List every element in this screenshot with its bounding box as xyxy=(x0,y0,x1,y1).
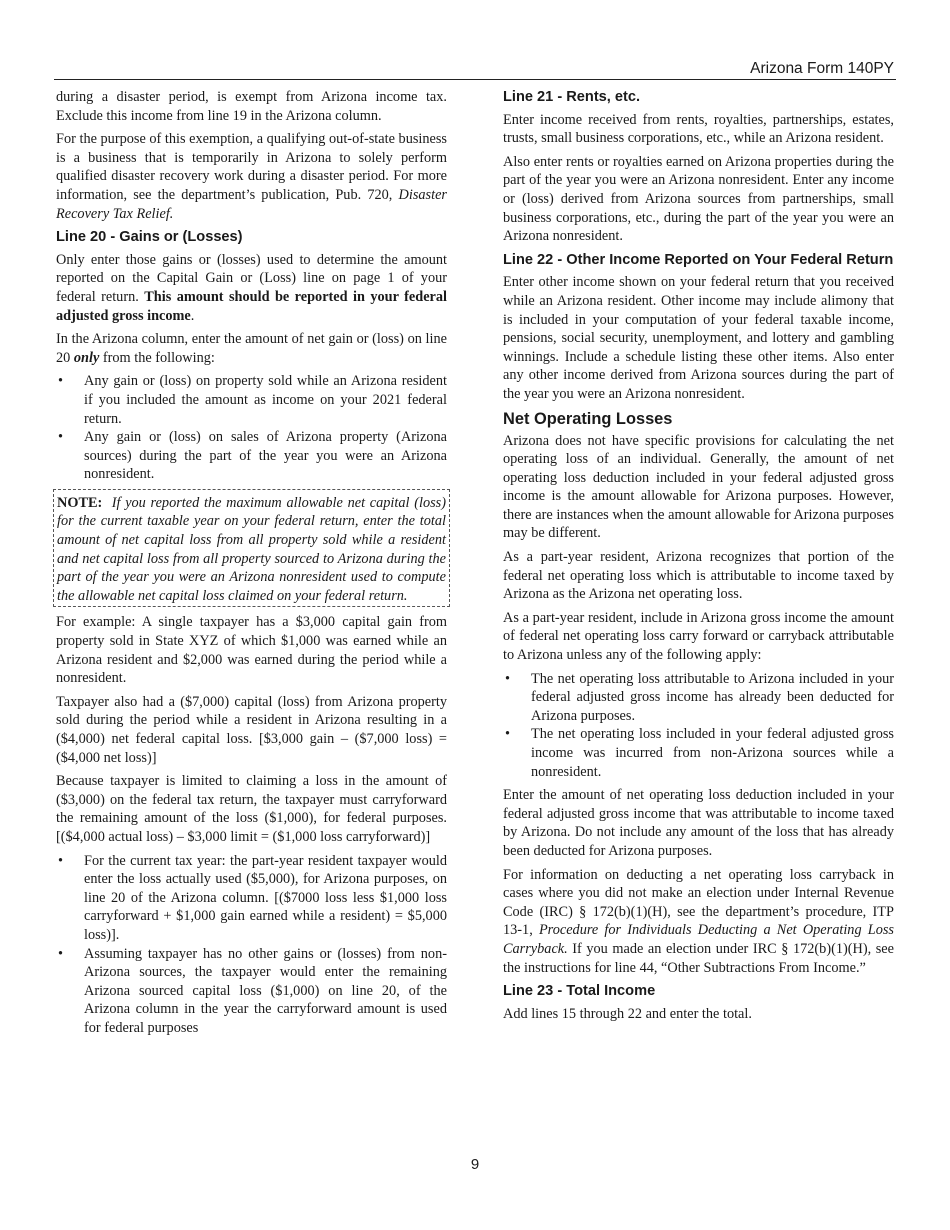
text-run: If you made an election under IRC § 172(b)(1)(H), see the instructions for line 44, “Other Subtractions From Income.” xyxy=(503,940,894,976)
list-item xyxy=(503,725,894,781)
list-item xyxy=(56,852,447,945)
right-column xyxy=(503,88,894,1028)
bullet-list xyxy=(503,670,894,782)
form-title: Arizona Form 140PY xyxy=(750,60,894,77)
procedure-title: Procedure for Individuals Deducting a Net Operating Loss Carryback. xyxy=(503,922,894,957)
bullet-icon: • xyxy=(58,429,64,446)
left-column xyxy=(56,88,447,1043)
bullet-icon: • xyxy=(58,852,64,869)
bullet-icon: • xyxy=(58,945,64,962)
paragraph: Because taxpayer is limited to claiming a loss in the amount of ($3,000) on the federal tax return, the taxpayer must carryforward the remaining amount of the loss ($1,000), for federal purposes. [($4,000 actual loss) – $3,000 limit = ($1,000 loss carryforward)] xyxy=(56,773,447,845)
paragraph: Enter income received from rents, royalties, partnerships, estates, trusts, small business corporations, etc., while an Arizona resident. xyxy=(503,111,894,147)
list-item-text: Assuming taxpayer has no other gains or (losses) from non-Arizona sources, the taxpayer would enter the remaining Arizona sourced capital loss ($1,000) on line 20, of the Arizona column in the year the carryforward amount is used for federal purposes xyxy=(84,945,447,1036)
paragraph xyxy=(56,130,447,223)
list-item xyxy=(56,428,447,484)
note-box xyxy=(53,489,450,608)
bullet-icon: • xyxy=(505,670,511,687)
nol-heading: Net Operating Losses xyxy=(503,409,673,428)
paragraph: As a part-year resident, include in Arizona gross income the amount of federal net operating loss carry forward or carryback attributable to Arizona unless any of the following apply: xyxy=(503,609,894,664)
note-label: NOTE: xyxy=(57,494,103,511)
header-divider xyxy=(54,79,896,80)
text-run: For the purpose of this exemption, a qualifying out-of-state business is a business that is temporarily in Arizona to solely perform qualified disaster recovery work during a disaster period. For more information, see the department’s publication, Pub. 720, xyxy=(56,131,447,203)
line21-heading: Line 21 - Rents, etc. xyxy=(503,89,641,105)
text-run: Only enter those gains or (losses) used to determine the amount reported on the Capital Gain or (Loss) line on page 1 of your federal return. xyxy=(56,251,447,305)
paragraph: Arizona does not have specific provisions for calculating the net operating loss of an individual. Generally, the amount of net operating loss deduction included in your federal adjusted gross income is the amount allowable for Arizona purposes. However, there are instances when the amount allowable for Arizona purposes may be different. xyxy=(503,432,894,542)
line20-heading: Line 20 - Gains or (Losses) xyxy=(56,229,243,246)
bullet-icon: • xyxy=(505,726,511,743)
paragraph: Add lines 15 through 22 and enter the total. xyxy=(503,1005,752,1022)
paragraph: during a disaster period, is exempt from Arizona income tax. Exclude this income from line 19 in the Arizona column. xyxy=(56,89,447,124)
page-number: 9 xyxy=(470,1156,480,1173)
text-run: from the following: xyxy=(99,349,215,366)
paragraph: Also enter rents or royalties earned on Arizona properties during the part of the year you were an Arizona nonresident. Enter any income or (loss) derived from Arizona sources from partnerships, small business corporations, etc., during the part of the year you were an Arizona nonresident. xyxy=(503,153,894,245)
list-item-text: Any gain or (loss) on property sold while an Arizona resident if you included the amount as income on your 2021 federal return. xyxy=(84,373,447,427)
paragraph: Enter the amount of net operating loss deduction included in your federal adjusted gross income that was attributable to income taxed by Arizona. Do not include any amount of the loss that has already been deducted for Arizona purposes. xyxy=(503,787,894,859)
bullet-list xyxy=(56,372,447,484)
paragraph: Taxpayer also had a ($7,000) capital (loss) from Arizona property sold during the period while a resident in Arizona resulting in a ($4,000) net federal capital loss. [$3,000 gain – ($7,000 loss) = ($4,000 net loss)] xyxy=(56,693,447,766)
line23-heading: Line 23 - Total Income xyxy=(503,983,656,1000)
paragraph xyxy=(56,251,447,325)
bullet-list xyxy=(56,852,447,1038)
emphasis-text: This amount should be reported in your federal adjusted gross income xyxy=(56,288,448,324)
publication-title: Disaster Recovery Tax Relief. xyxy=(56,186,447,222)
line22-heading: Line 22 - Other Income Reported on Your Federal Return xyxy=(503,251,894,268)
text-run: . xyxy=(190,307,195,324)
bullet-icon: • xyxy=(58,373,64,390)
list-item xyxy=(56,372,447,428)
paragraph: As a part-year resident, Arizona recognizes that portion of the federal net operating loss which is attributable to income taxed by Arizona as the Arizona net operating loss. xyxy=(503,549,894,603)
list-item xyxy=(56,945,447,1038)
list-item-text: For the current tax year: the part-year resident taxpayer would enter the loss actually used ($5,000), for Arizona purposes, on line 20 of the Arizona column. [($7000 loss less $1,000 loss carryforward + $1,000 gain earned while a resident) = $5,000 loss)]. xyxy=(84,852,447,943)
note-paragraph xyxy=(57,494,446,606)
paragraph: For example: A single taxpayer has a $3,000 capital gain from property sold in State XYZ of which $1,000 was earned while an Arizona resident and $2,000 was earned during the period while a nonresident. xyxy=(56,614,447,687)
text-run: For information on deducting a net operating loss carryback in cases where you did not make an election under Internal Revenue Code (IRC) § 172(b)(1)(H), see the department’s procedure, ITP 13-1, xyxy=(503,866,894,939)
list-item-text: Any gain or (loss) on sales of Arizona property (Arizona sources) during the part of the year you were an Arizona nonresident. xyxy=(84,429,447,483)
paragraph: Enter other income shown on your federal return that you received while an Arizona resident. Other income may include alimony that is included in your computation of your federal taxable income, pensions, social security, unemployment, and lottery and gambling winnings. Include a schedule listing these other items. Also enter any other income derived from Arizona sources during the part of the year you were an Arizona nonresident. xyxy=(503,274,894,402)
text-run: In the Arizona column, enter the amount of net gain or (loss) on line 20 xyxy=(56,331,447,366)
paragraph xyxy=(503,866,894,978)
note-text: If you reported the maximum allowable net capital (loss) for the current taxable year on your federal return, enter the total amount of net capital loss from all property sold while a resident and net capital loss from all property sourced to Arizona during the part of the year you were an Arizona nonresident used to compute the allowable net capital loss claimed on your federal return. xyxy=(57,494,446,604)
list-item-text: The net operating loss included in your federal adjusted gross income was incurred from non-Arizona sources while a nonresident. xyxy=(531,726,894,780)
emphasis-text: only xyxy=(73,349,100,366)
paragraph xyxy=(56,330,447,367)
list-item-text: The net operating loss attributable to Arizona included in your federal adjusted gross income has already been deducted for Arizona purposes. xyxy=(531,670,894,724)
list-item xyxy=(503,670,894,726)
